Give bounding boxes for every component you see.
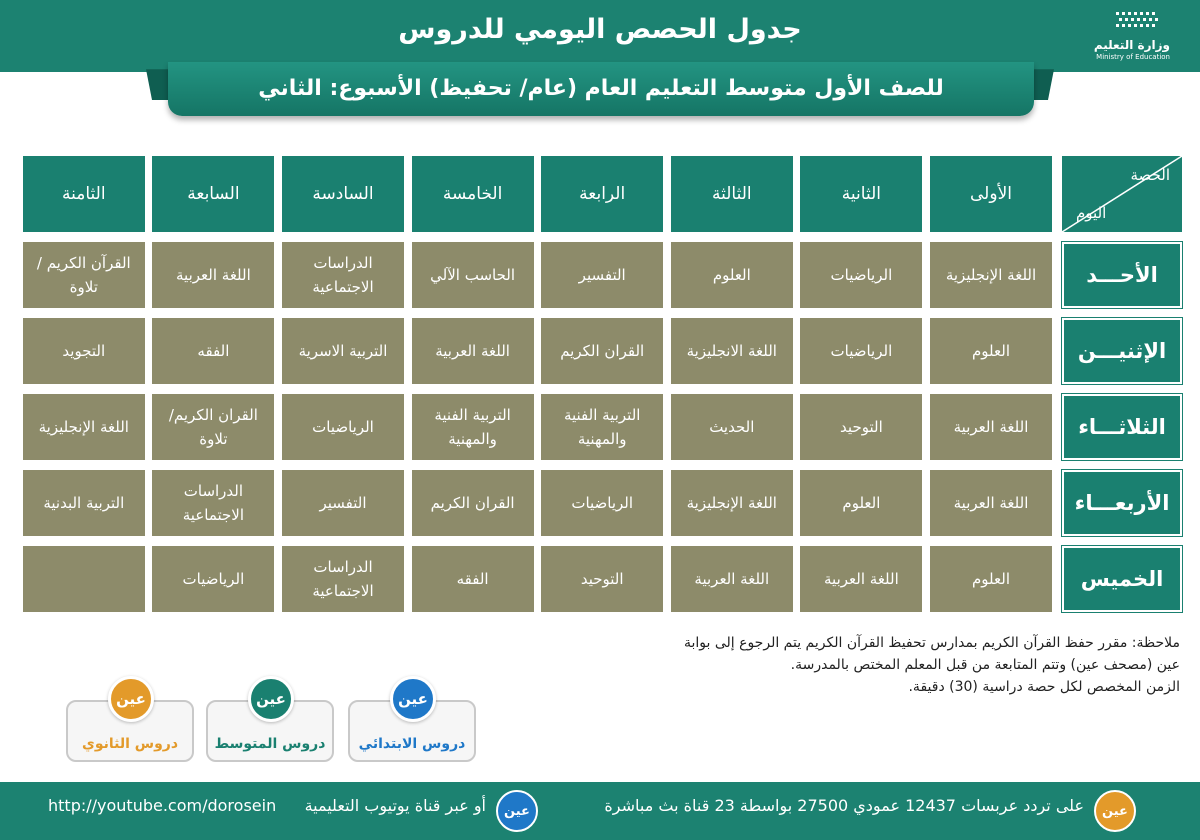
- subject-cell: اللغة الإنجليزية: [671, 470, 793, 536]
- subject-cell: التربية الاسرية: [282, 318, 404, 384]
- corner-day-label: اليوم: [1076, 204, 1107, 222]
- badge-secondary-lessons[interactable]: [66, 690, 194, 762]
- day-cell: الخميس: [1062, 546, 1182, 612]
- ministry-logo: [1080, 8, 1170, 64]
- subject-cell: التربية الفنية والمهنية: [541, 394, 663, 460]
- subject-cell: التفسير: [282, 470, 404, 536]
- period-header-7: السابعة: [152, 156, 274, 232]
- note-block: [620, 632, 1180, 698]
- day-cell: الإثنيـــن: [1062, 318, 1182, 384]
- period-header-8: الثامنة: [23, 156, 145, 232]
- day-cell: الأحـــد: [1062, 242, 1182, 308]
- ministry-name-ar: وزارة التعليم: [1093, 38, 1170, 52]
- day-cell: الأربعـــاء: [1062, 470, 1182, 536]
- subject-cell: العلوم: [671, 242, 793, 308]
- period-header-5: الخامسة: [412, 156, 534, 232]
- ministry-dots-icon: [1114, 10, 1162, 32]
- badge-primary-lessons[interactable]: [348, 690, 476, 762]
- ein-youtube-logo-icon: عين: [496, 790, 538, 832]
- subject-cell: الحديث: [671, 394, 793, 460]
- badge-label: دروس الابتدائي: [358, 736, 466, 752]
- subject-cell: اللغة الإنجليزية: [930, 242, 1052, 308]
- period-header-6: السادسة: [282, 156, 404, 232]
- period-header-1: الأولى: [930, 156, 1052, 232]
- subject-cell: التربية البدنية: [23, 470, 145, 536]
- subject-cell: العلوم: [930, 546, 1052, 612]
- ein-logo-icon: عين: [248, 676, 294, 722]
- subject-cell: الفقه: [152, 318, 274, 384]
- note-line: الزمن المخصص لكل حصة دراسية (30) دقيقة.: [908, 679, 1180, 695]
- subject-cell: اللغة العربية: [800, 546, 922, 612]
- subject-cell: اللغة العربية: [671, 546, 793, 612]
- subject-cell: القران الكريم/ تلاوة: [152, 394, 274, 460]
- subject-cell: اللغة العربية: [152, 242, 274, 308]
- youtube-link[interactable]: http://youtube.com/dorosein: [48, 796, 277, 815]
- subject-cell: اللغة الانجليزية: [671, 318, 793, 384]
- subject-cell: القران الكريم: [412, 470, 534, 536]
- page-title: جدول الحصص اليومي للدروس: [398, 14, 802, 45]
- ein-logo-icon: عين: [390, 676, 436, 722]
- subject-cell: اللغة العربية: [930, 394, 1052, 460]
- ministry-name-en: Ministry of Education: [1096, 53, 1170, 61]
- subject-cell: الرياضيات: [152, 546, 274, 612]
- subject-cell: القرآن الكريم / تلاوة: [23, 242, 145, 308]
- subject-cell: اللغة الإنجليزية: [23, 394, 145, 460]
- subject-cell: الرياضيات: [282, 394, 404, 460]
- subject-cell: الفقه: [412, 546, 534, 612]
- subject-cell: الرياضيات: [800, 318, 922, 384]
- subject-cell: الرياضيات: [541, 470, 663, 536]
- day-cell: الثلاثـــاء: [1062, 394, 1182, 460]
- subject-cell: القران الكريم: [541, 318, 663, 384]
- subject-cell: التفسير: [541, 242, 663, 308]
- period-header-2: الثانية: [800, 156, 922, 232]
- subject-cell: العلوم: [930, 318, 1052, 384]
- ein-logo-icon: عين: [108, 676, 154, 722]
- corner-period-label: الحصة: [1130, 166, 1170, 184]
- youtube-channel-text: أو عبر قناة يوتيوب التعليمية: [304, 796, 486, 815]
- note-line: عين (مصحف عين) وتتم المتابعة من قبل المعلم المختص بالمدرسة.: [790, 657, 1180, 673]
- subject-cell: الحاسب الآلي: [412, 242, 534, 308]
- badge-label: دروس الثانوي: [81, 736, 179, 752]
- badge-label: دروس المتوسط: [214, 736, 326, 752]
- page-subtitle: للصف الأول متوسط التعليم العام (عام/ تحفيظ) الأسبوع: الثاني: [258, 76, 944, 101]
- subject-cell: التجويد: [23, 318, 145, 384]
- period-header-4: الرابعة: [541, 156, 663, 232]
- subject-cell: الدراسات الاجتماعية: [152, 470, 274, 536]
- badge-intermediate-lessons[interactable]: [206, 690, 334, 762]
- subject-cell: التوحيد: [541, 546, 663, 612]
- subject-cell: اللغة العربية: [930, 470, 1052, 536]
- subject-cell: الدراسات الاجتماعية: [282, 242, 404, 308]
- subject-cell: العلوم: [800, 470, 922, 536]
- subject-cell: الدراسات الاجتماعية: [282, 546, 404, 612]
- subject-cell: التوحيد: [800, 394, 922, 460]
- corner-header-cell: [1062, 156, 1182, 232]
- note-line: ملاحظة: مقرر حفظ القرآن الكريم بمدارس تحفيظ القرآن الكريم يتم الرجوع إلى بوابة: [683, 635, 1180, 651]
- subject-cell: اللغة العربية: [412, 318, 534, 384]
- satellite-frequency-text: على تردد عربسات 12437 عمودي 27500 بواسطة 23 قناة بث مباشرة: [604, 796, 1084, 815]
- subject-cell: [23, 546, 145, 612]
- subject-cell: الرياضيات: [800, 242, 922, 308]
- period-header-3: الثالثة: [671, 156, 793, 232]
- ein-channel-logo-icon: عين: [1094, 790, 1136, 832]
- subject-cell: التربية الفنية والمهنية: [412, 394, 534, 460]
